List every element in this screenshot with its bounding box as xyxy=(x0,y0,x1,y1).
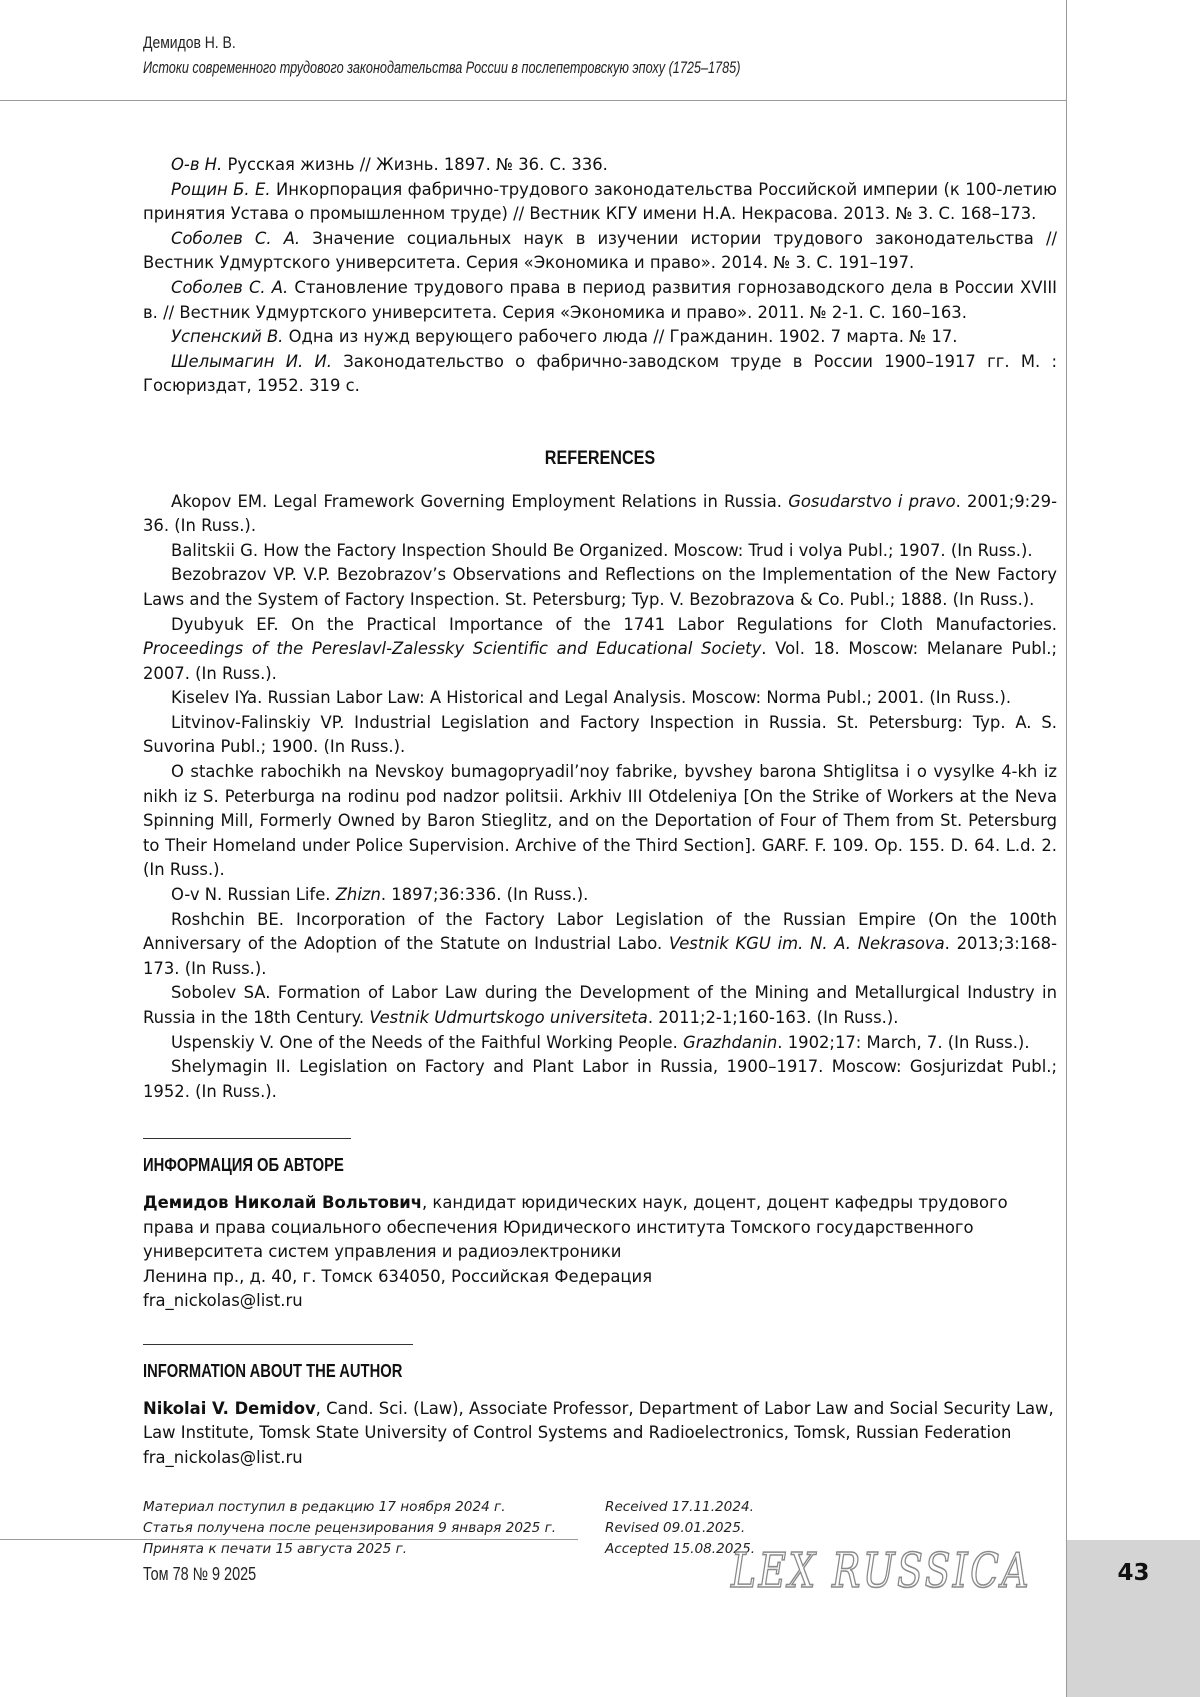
reference-item: Рощин Б. Е. Инкорпорация фабрично-трудового законодательства Российской империи (к 100-летию принятия Устава о промышленном труде) // Вестник КГУ имени Н.А. Некрасова. 2013. № 3. С. 168–173. xyxy=(143,179,1057,224)
date-revised-ru: Статья получена после рецензирования 9 января 2025 г. xyxy=(143,1520,557,1537)
section-rule xyxy=(143,1138,351,1139)
references-heading: REFERENCES xyxy=(544,447,656,469)
journal-logo xyxy=(728,1537,1034,1597)
author-description-ru: Демидов Николай Вольтович, кандидат юридических наук, доцент, доцент кафедры трудового права и права социального обеспечения Юридического института Томского государственного университета систем управления и радиоэлектроники xyxy=(143,1192,1008,1262)
reference-item: Akopov EM. Legal Framework Governing Employment Relations in Russia. Gosudarstvo i pravo. 2001;9:29-36. (In Russ.). xyxy=(143,491,1057,536)
author-info-heading-ru: ИНФОРМАЦИЯ ОБ АВТОРЕ xyxy=(143,1155,344,1176)
header-rule xyxy=(0,100,1066,101)
author-email-ru: fra_nickolas@list.ru xyxy=(143,1291,303,1311)
reference-item: Kiselev IYa. Russian Labor Law: A Historical and Legal Analysis. Moscow: Norma Publ.; 2001. (In Russ.). xyxy=(171,688,1012,708)
volume-info: Том 78 № 9 2025 xyxy=(143,1564,257,1584)
date-received-en: Received 17.11.2024. xyxy=(605,1499,754,1516)
reference-item: Шелымагин И. И. Законодательство о фабрично-заводском труде в России 1900–1917 гг. М. : Госюриздат, 1952. 319 с. xyxy=(143,351,1057,396)
date-received-ru: Материал поступил в редакцию 17 ноября 2024 г. xyxy=(143,1499,506,1516)
date-accepted-en: Accepted 15.08.2025. xyxy=(605,1541,756,1558)
reference-item: Dyubyuk EF. On the Practical Importance of the 1741 Labor Regulations for Cloth Manufactories. Proceedings of the Pereslavl-Zalessky Scientific and Educational Society. Vol. 18. Moscow: Melanare Publ.; 2007. (In Russ.). xyxy=(143,614,1057,683)
header-title: Истоки современного трудового законодательства России в послепетровскую эпоху (1725–1785) xyxy=(143,58,741,77)
english-reference-list xyxy=(143,490,1057,1105)
reference-item: Sobolev SA. Formation of Labor Law during the Development of the Mining and Metallurgical Industry in Russia in the 18th Century. Vestnik Udmurtskogo universiteta. 2011;2-1;160-163. (In Russ.). xyxy=(143,983,1057,1027)
footer-rule xyxy=(0,1539,578,1540)
author-info-ru xyxy=(143,1191,1057,1314)
reference-item: Shelymagin II. Legislation on Factory and Plant Labor in Russia, 1900–1917. Moscow: Gosjurizdat Publ.; 1952. (In Russ.). xyxy=(143,1057,1057,1101)
reference-item: Uspenskiy V. One of the Needs of the Faithful Working People. Grazhdanin. 1902;17: March, 7. (In Russ.). xyxy=(171,1032,1030,1052)
reference-item: O-v N. Russian Life. Zhizn. 1897;36:336. (In Russ.). xyxy=(171,885,589,905)
russian-reference-list xyxy=(143,153,1057,399)
running-header xyxy=(143,33,945,78)
author-address-ru: Ленина пр., д. 40, г. Томск 634050, Российская Федерация xyxy=(143,1266,653,1286)
section-rule xyxy=(143,1344,413,1345)
author-info-en xyxy=(143,1397,1057,1471)
reference-item: Bezobrazov VP. V.P. Bezobrazov’s Observations and Reflections on the Implementation of the New Factory Laws and the System of Factory Inspection. St. Petersburg; Typ. V. Bezobrazova & Co. Publ.; 1888. (In Russ.). xyxy=(143,565,1057,609)
reference-item: Roshchin BE. Incorporation of the Factory Labor Legislation of the Russian Empire (On the 100th Anniversary of the Adoption of the Statute on Industrial Labo. Vestnik KGU im. N. A. Nekrasova. 2013;3:168-173. (In Russ.). xyxy=(143,909,1057,978)
reference-item: Balitskii G. How the Factory Inspection Should Be Organized. Moscow: Trud i volya Publ.; 1907. (In Russ.). xyxy=(171,540,1033,560)
page-content xyxy=(143,153,1057,1560)
dates-ru xyxy=(143,1497,605,1560)
reference-item: Litvinov-Falinskiy VP. Industrial Legislation and Factory Inspection in Russia. St. Petersburg: Typ. A. S. Suvorina Publ.; 1900. (In Russ.). xyxy=(143,712,1057,757)
author-email-en: fra_nickolas@list.ru xyxy=(143,1447,303,1467)
author-info-heading-en: INFORMATION ABOUT THE AUTHOR xyxy=(143,1360,403,1381)
header-author: Демидов Н. В. xyxy=(143,33,236,52)
page-number: 43 xyxy=(1117,1560,1150,1586)
logo-text: LEX RUSSICA xyxy=(730,1543,1031,1599)
date-accepted-ru: Принята к печати 15 августа 2025 г. xyxy=(143,1541,408,1558)
reference-item: Соболев С. А. Становление трудового права в период развития горнозаводского дела в России XVIII в. // Вестник Удмуртского университета. Серия «Экономика и право». 2011. № 2-1. С. 160–163. xyxy=(143,277,1057,322)
reference-item: O stachke rabochikh na Nevskoy bumagopryadil’noy fabrike, byvshey barona Shtiglitsa i o vysylke 4-kh iz nikh iz S. Peterburga na rodinu pod nadzor politsii. Arkhiv III Otdeleniya [On the Strike of Workers at the Neva Spinning Mill, Formerly Owned by Baron Stieglitz, and on the Deportation of Four of Them from St. Petersburg to Their Homeland under Police Supervision. Archive of the Third Section]. GARF. F. 109. Op. 155. D. 64. L.d. 2. (In Russ.). xyxy=(143,762,1057,880)
reference-item: Успенский В. Одна из нужд верующего рабочего люда // Гражданин. 1902. 7 марта. № 17. xyxy=(171,327,958,347)
reference-item: Соболев С. А. Значение социальных наук в изучении истории трудового законодательства // Вестник Удмуртского университета. Серия «Экономика и право». 2014. № 3. С. 191–197. xyxy=(143,228,1057,273)
right-margin-band xyxy=(1066,0,1201,1697)
date-revised-en: Revised 09.01.2025. xyxy=(605,1520,746,1537)
reference-item: О-в Н. Русская жизнь // Жизнь. 1897. № 36. С. 336. xyxy=(171,155,608,174)
author-description-en: Nikolai V. Demidov, Cand. Sci. (Law), Associate Professor, Department of Labor Law and Social Security Law, Law Institute, Tomsk State University of Control Systems and Radioelectronics, Tomsk, Russian Federation xyxy=(143,1398,1054,1443)
